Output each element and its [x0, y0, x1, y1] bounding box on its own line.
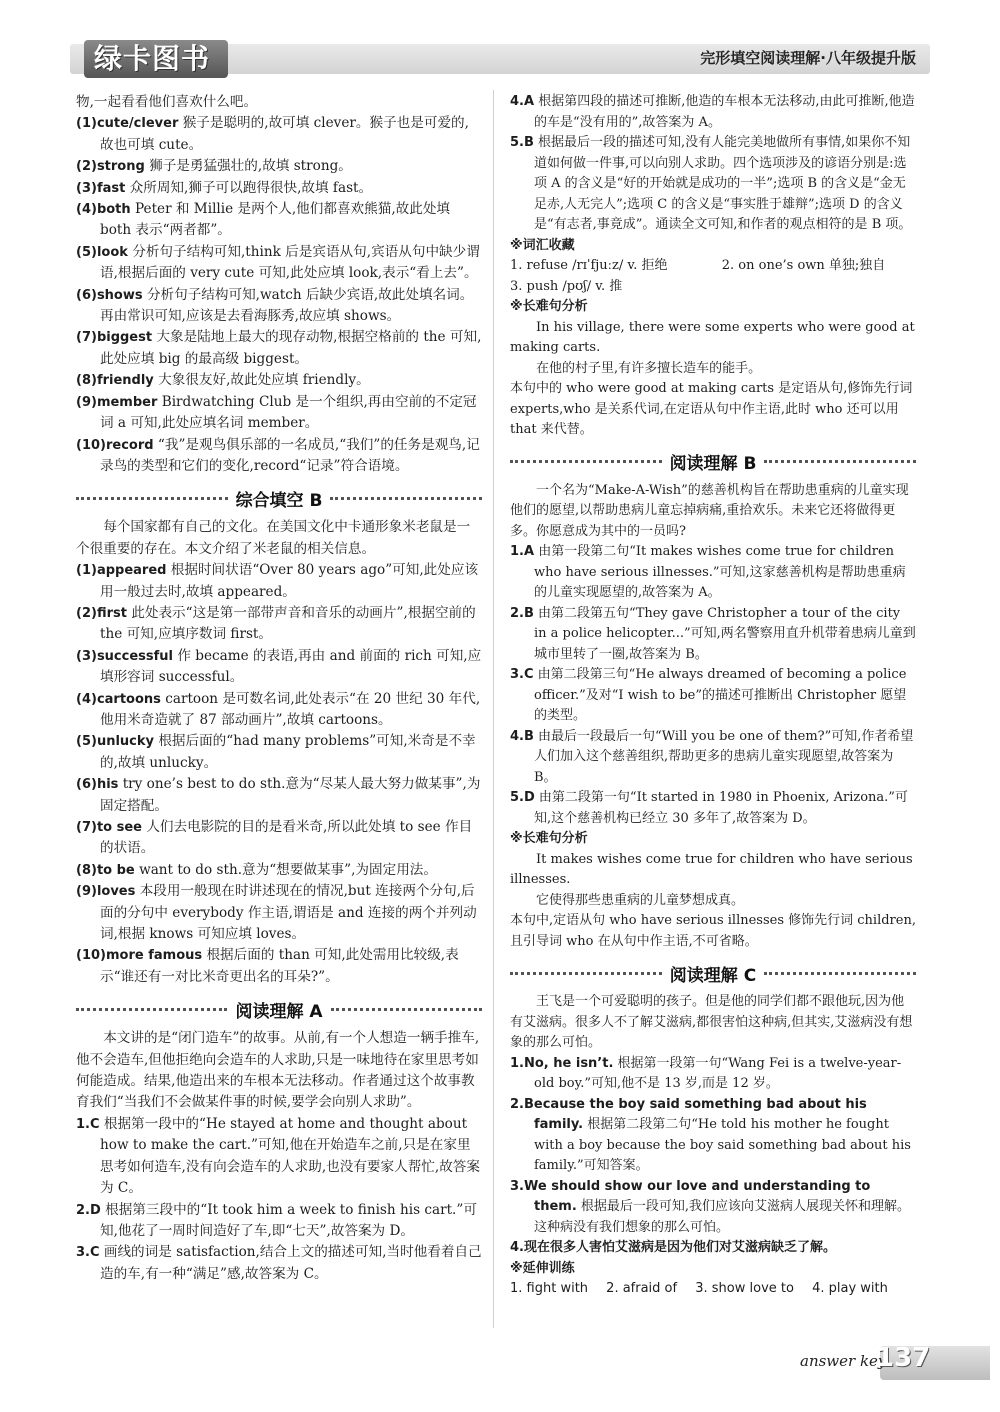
sentence-note: 本句中,定语从句 who have serious illnesses 修饰先行词 children,且引导词 who 在从句中作主语,不可省略。 — [510, 913, 916, 949]
answer-item — [510, 665, 916, 727]
answer-number: (10) — [76, 948, 106, 964]
answer-explanation: try one’s best to do sth.意为“尽某人最大努力做某事”,为固定搭配。 — [100, 776, 481, 814]
answer-explanation: 由最后一段最后一句“Will you be one of them?”可知,作者希望人们加入这个慈善组织,帮助更多的患病儿童实现愿望,故答案为 B。 — [534, 728, 914, 785]
answer-key: cartoons — [96, 691, 161, 707]
answer-item — [76, 199, 482, 242]
answer-key: both — [96, 202, 131, 218]
section-title-reading-c: 阅读理解 C — [510, 960, 916, 986]
answer-key: friendly — [96, 373, 154, 389]
answer-explanation: 根据第三段中的“It took him a week to finish his cart.”可知,他花了一周时间造好了车,即“七天”,故答案为 D。 — [100, 1201, 477, 1239]
answer-item — [510, 1054, 916, 1095]
answer-item — [76, 860, 482, 881]
answer-item — [510, 727, 916, 789]
answer-item — [76, 1114, 482, 1200]
cloze-a-answers — [76, 113, 482, 477]
answer-explanation: 画线的词是 satisfaction,结合上文的描述可知,当时他看着自己造的车,有一种“满足”感,故答案为 C。 — [100, 1244, 482, 1282]
vocab-row — [510, 256, 916, 277]
answer-key: D — [89, 1202, 101, 1218]
answer-number: 3. — [510, 1178, 524, 1194]
answer-explanation: 根据第二段第二句“He told his mother he fought with a boy because the boy said something bad about his family.”可知答案。 — [534, 1117, 911, 1173]
sentence-translation: 在他的村子里,有许多擅长造车的能手。 — [536, 360, 762, 376]
extension-item: 1. fight with — [510, 1281, 589, 1296]
extension-item: 4. play with — [812, 1281, 888, 1296]
answer-key: his — [96, 777, 119, 793]
section-title-reading-a: 阅读理解 A — [76, 996, 482, 1022]
sentence-heading: ※长难句分析 — [510, 831, 588, 846]
section-title-reading-b: 阅读理解 B — [510, 449, 916, 475]
answer-key: B — [523, 728, 534, 744]
answer-number: (9) — [76, 394, 97, 410]
answer-item — [76, 1242, 482, 1285]
answer-number: 4. — [510, 1240, 524, 1255]
answer-key: first — [96, 605, 127, 621]
answer-key: Because the boy said something bad about his family. — [523, 1096, 867, 1132]
answer-explanation: 由第二段第五句“They gave Christopher a tour of the city in a police helicopter...”可知,两名警察用直升机带着患病儿童到城市里转了一圈,故答案为 B。 — [534, 605, 916, 662]
answer-key: record — [105, 437, 154, 453]
continued-line: 物,一起看看他们喜欢什么吧。 — [76, 94, 258, 110]
answer-explanation: 根据第一段第一句“Wang Fei is a twelve-year-old boy.”可知,他不是 13 岁,而是 12 岁。 — [534, 1055, 902, 1091]
divider-dots — [331, 1008, 482, 1011]
answer-item — [76, 689, 482, 732]
answer-key: C — [523, 667, 534, 682]
section-title-cloze-b: 综合填空 B — [76, 485, 482, 511]
answer-explanation: Birdwatching Club 是一个组织,再由空前的不定冠词 a 可知,此处应填名词 member。 — [100, 393, 477, 432]
answer-explanation: 根据后面的 than 可知,此处需用比较级,表示“谁还有一对比米奇更出名的耳朵?”。 — [100, 947, 459, 985]
answer-explanation: 大象很友好,故此处应填 friendly。 — [158, 372, 370, 389]
answer-item — [510, 788, 916, 829]
reading-a-intro: 本文讲的是“闭门造车”的故事。从前,有一个人想造一辆手推车,他不会造车,但他拒绝向会造车的人求助,只是一味地待在家里思考如何能造成。结果,他造出来的车根本无法移动。作者通过这个故事教育我们“当我们不会做某件事的时候,要学会向别人求助”。 — [76, 1030, 480, 1111]
answer-explanation: 分析句子结构可知,watch 后缺少宾语,故此处填名词。再由常识可知,应该是去看海豚秀,故应填 shows。 — [100, 286, 474, 325]
answer-key: B — [523, 135, 534, 150]
answer-number: 4. — [510, 728, 524, 744]
answer-key: No, he isn’t. — [523, 1055, 614, 1071]
answer-explanation: 由第二段第一句“It started in 1980 in Phoenix, Arizona.”可知,这个慈善机构已经立 30 多年了,故答案为 D。 — [534, 790, 908, 826]
answer-explanation: 根据最后一段可知,我们应该向艾滋病人展现关怀和理解。这种病没有我们想象的那么可怕。 — [534, 1199, 911, 1235]
book-title: 完形填空阅读理解·八年级提升版 — [700, 49, 916, 67]
answer-item — [76, 392, 482, 435]
answer-item — [76, 178, 482, 199]
reading-a-more-answers — [510, 92, 916, 236]
answer-key: look — [96, 244, 128, 260]
answer-key: biggest — [96, 330, 153, 346]
right-column — [510, 92, 916, 1300]
answer-number: (8) — [76, 373, 97, 389]
answer-explanation: cartoon 是可数名词,此处表示“在 20 世纪 30 年代,他用米奇造就了 87 部动画片”,故填 cartoons。 — [100, 690, 481, 728]
answer-key: We should show our love and understanding to them. — [523, 1178, 871, 1214]
answer-explanation: 根据后面的“had many problems”可知,米奇是不幸的,故填 unlucky。 — [100, 733, 476, 771]
reading-c-answers — [510, 1054, 916, 1259]
reading-b-answers — [510, 542, 916, 829]
answer-key: to be — [96, 862, 135, 878]
reading-b-intro: 一个名为“Make-A-Wish”的慈善机构旨在帮助患重病的儿童实现他们的愿望,以帮助患病儿童忘掉病痛,重拾欢乐。未来它还将做得更多。你愿意成为其中的一员吗? — [510, 482, 909, 539]
vocab-item: 3. push /pʊʃ/ v. 推 — [510, 278, 623, 294]
answer-item — [76, 327, 482, 370]
answer-item — [76, 945, 482, 988]
answer-key: unlucky — [96, 734, 154, 750]
answer-number: (10) — [76, 437, 106, 453]
answer-number: 1. — [510, 1055, 524, 1071]
divider-dots — [76, 1008, 227, 1011]
answer-key-label: answer key — [800, 1352, 887, 1370]
answer-explanation: 根据第一段中的“He stayed at home and thought about how to make the cart.”可知,他在开始造车之前,只是在家里思考如何造车,没有向会造车的人求助,也没有要家人帮忙,故答案为 C。 — [100, 1115, 480, 1197]
answer-explanation: 分析句子结构可知,think 后是宾语从句,宾语从句中缺少谓语,根据后面的 very cute 可知,此处应填 look,表示“看上去”。 — [100, 243, 480, 282]
answer-number: (3) — [76, 180, 97, 196]
answer-number: (1) — [76, 563, 97, 579]
page-number: 137 — [876, 1343, 931, 1373]
answer-explanation: 根据第四段的描述可推断,他造的车根本无法移动,由此可推断,他造的车是“没有用的”,故答案为 A。 — [534, 94, 915, 130]
answer-explanation: “我”是观鸟俱乐部的一名成员,“我们”的任务是观鸟,记录鸟的类型和它们的变化,record“记录”符合语境。 — [100, 436, 480, 474]
answer-key: member — [96, 394, 158, 410]
answer-number: 3. — [76, 1245, 90, 1261]
left-column — [76, 92, 482, 1285]
answer-item — [76, 435, 482, 478]
answer-number: 2. — [510, 1096, 524, 1112]
answer-item — [510, 1095, 916, 1177]
sentence-heading: ※长难句分析 — [510, 299, 588, 314]
answer-number: (4) — [76, 202, 97, 218]
answer-key: 现在很多人害怕艾滋病是因为他们对艾滋病缺乏了解。 — [523, 1240, 836, 1255]
answer-item — [76, 603, 482, 646]
answer-number: 2. — [510, 605, 524, 621]
divider-dots — [510, 460, 662, 463]
answer-number: 3. — [510, 667, 524, 682]
answer-explanation: 本段用一般现在时讲述现在的情况,but 连接两个分句,后面的分句中 everybody 作主语,谓语是 and 连接的两个并列动词,根据 knows 可知应填 loves。 — [100, 883, 477, 943]
answer-explanation: 根据时间状语“Over 80 years ago”可知,此处应该用一般过去时,故填 appeared。 — [100, 562, 479, 600]
answer-number: 2. — [76, 1202, 90, 1218]
divider-dots — [330, 497, 482, 500]
page-header — [0, 0, 1000, 84]
answer-key: A — [523, 544, 535, 559]
brand-logo: 绿卡图书 — [84, 40, 228, 78]
answer-item — [76, 881, 482, 945]
answer-key: C — [89, 1116, 100, 1132]
cloze-b-intro: 每个国家都有自己的文化。在美国文化中卡通形象米老鼠是一个很重要的存在。本文介绍了米老鼠的相关信息。 — [76, 519, 471, 557]
answer-number: (5) — [76, 244, 97, 260]
answer-item — [76, 731, 482, 774]
answer-number: (4) — [76, 691, 97, 707]
answer-key: more famous — [105, 948, 203, 964]
answer-item — [76, 156, 482, 177]
answer-explanation: want to do sth.意为“想要做某事”,为固定用法。 — [139, 861, 437, 878]
answer-item — [76, 646, 482, 689]
answer-explanation: 由第一段第二句“It makes wishes come true for children who have serious illnesses.”可知,这家慈善机构是帮助患重病的儿童实现愿望的,故答案为 A。 — [534, 544, 906, 600]
reading-a-answers — [76, 1114, 482, 1285]
answer-explanation: 由第二段第三句“He always dreamed of becoming a police officer.”及对“I wish to be”的描述可推断出 Christopher 愿望的类型。 — [534, 667, 907, 723]
extension-item: 2. afraid of — [606, 1281, 678, 1296]
answer-key: successful — [96, 648, 174, 664]
sentence-english: In his village, there were some experts who were good at making carts. — [510, 319, 915, 355]
answer-number: (3) — [76, 648, 97, 664]
answer-key: D — [523, 790, 535, 805]
sentence-translation: 它使得那些患重病的儿童梦想成真。 — [536, 892, 745, 908]
answer-item — [510, 1238, 916, 1259]
vocab-item: 2. on one’s own 单独;独自 — [721, 258, 886, 273]
answer-number: (8) — [76, 862, 97, 878]
answer-item — [76, 370, 482, 391]
answer-number: (9) — [76, 884, 97, 900]
answer-number: 1. — [510, 544, 524, 559]
answer-item — [76, 285, 482, 328]
reading-c-intro: 王飞是一个可爱聪明的孩子。但是他的同学们都不跟他玩,因为他有艾滋病。很多人不了解艾滋病,都很害怕这种病,但其实,艾滋病没有想象的那么可怕。 — [510, 994, 913, 1050]
answer-explanation: 狮子是勇猛强壮的,故填 strong。 — [149, 158, 352, 175]
answer-key: shows — [96, 287, 143, 303]
answer-number: (5) — [76, 734, 97, 750]
answer-item — [76, 242, 482, 285]
answer-item — [76, 817, 482, 860]
answer-number: 5. — [510, 135, 524, 150]
answer-item — [510, 92, 916, 133]
answer-key: to see — [96, 820, 142, 835]
answer-explanation: 人们去电影院的目的是看米奇,所以此处填 to see 作目的状语。 — [100, 819, 473, 857]
vocab-heading: ※词汇收藏 — [510, 237, 575, 253]
sentence-english: It makes wishes come true for children who have serious illnesses. — [510, 851, 913, 887]
answer-key: A — [523, 94, 535, 109]
answer-explanation: Peter 和 Millie 是两个人,他们都喜欢熊猫,故此处填 both 表示“两者都”。 — [100, 201, 451, 239]
answer-item — [510, 542, 916, 604]
answer-number: 1. — [76, 1116, 90, 1132]
answer-key: appeared — [96, 563, 167, 579]
answer-number: (1) — [76, 116, 97, 132]
vocab-item: 1. refuse /rɪˈfjuːz/ v. 拒绝 — [510, 258, 668, 273]
answer-explanation: 作 became 的表语,再由 and 前面的 rich 可知,应填形容词 successful。 — [100, 647, 482, 686]
answer-explanation: 根据最后一段的描述可知,没有人能完美地做所有事情,如果你不知道如何做一件事,可以向别人求助。四个选项涉及的谚语分别是:选项 A 的含义是“好的开始就是成功的一半”;选项 B 的含义是“金无足赤,人无完人”;选项 C 的含义是“事实胜于雄辩”;选项 D 的含义是“有志者,事竟成”。通读全文可知,和作者的观点相符的是 B 项。 — [534, 135, 912, 232]
answer-item — [510, 604, 916, 666]
extension-item: 3. show love to — [695, 1281, 794, 1296]
answer-key: C — [89, 1245, 100, 1261]
answer-item — [76, 774, 482, 817]
answer-key: loves — [96, 884, 136, 900]
answer-explanation: 猴子是聪明的,故可填 clever。猴子也是可爱的,故也可填 cute。 — [100, 115, 469, 153]
answer-explanation: 此处表示“这是第一部带声音和音乐的动画片”,根据空前的 the 可知,应填序数词 first。 — [100, 604, 476, 643]
answer-explanation: 众所周知,狮子可以跑得很快,故填 fast。 — [129, 179, 373, 196]
answer-item — [76, 1200, 482, 1243]
divider-dots — [76, 497, 228, 500]
answer-item — [76, 560, 482, 603]
answer-key: fast — [96, 180, 126, 196]
answer-number: (2) — [76, 605, 97, 621]
extension-heading: ※延伸训练 — [510, 1260, 575, 1276]
answer-number: (2) — [76, 159, 97, 175]
answer-key: B — [523, 605, 534, 621]
answer-number: 4. — [510, 94, 524, 109]
column-divider — [493, 90, 494, 1328]
divider-dots — [764, 972, 916, 975]
answer-key: strong — [96, 159, 145, 175]
sentence-note: 本句中的 who were good at making carts 是定语从句,修饰先行词 experts,who 是关系代词,在定语从句中作主语,此时 who 还可以用 that 来代替。 — [510, 381, 913, 437]
answer-explanation: 大象是陆地上最大的现存动物,根据空格前的 the 可知,此处应填 big 的最高级 biggest。 — [100, 329, 482, 367]
answer-key: cute/clever — [96, 116, 179, 132]
answer-number: (6) — [76, 777, 97, 793]
extension-row — [510, 1279, 916, 1300]
cloze-b-answers — [76, 560, 482, 988]
answer-number: (7) — [76, 820, 97, 835]
answer-number: (6) — [76, 287, 97, 303]
answer-item — [510, 133, 916, 236]
divider-dots — [764, 460, 916, 463]
answer-number: (7) — [76, 330, 97, 346]
answer-item — [510, 1177, 916, 1239]
divider-dots — [510, 972, 662, 975]
answer-number: 5. — [510, 790, 524, 805]
answer-item — [76, 113, 482, 156]
